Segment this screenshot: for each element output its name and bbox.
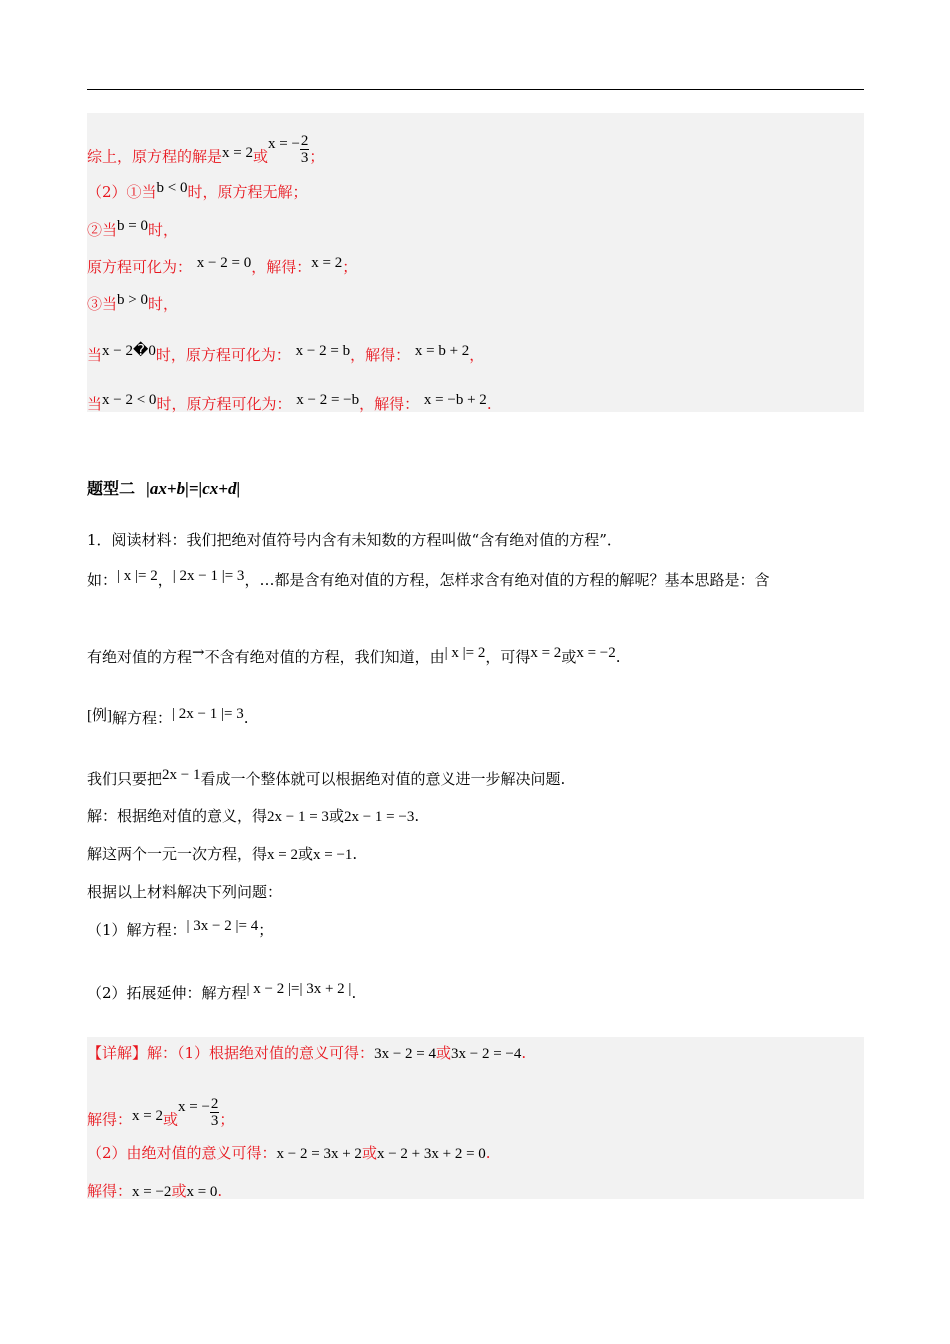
answer-line-1 [87,1043,526,1064]
problem-idea [87,643,621,668]
text: 时， [147,221,178,239]
text: . [243,709,249,727]
question-2 [87,983,356,1004]
text: 如： [87,571,118,589]
math-expr: | 2x − 1 |= 3 [172,568,245,584]
fraction [210,1096,220,1129]
text: ③当 [87,295,118,313]
text: ， [469,346,485,364]
text: 1．阅读材料：我们把绝对值符号内含有未知数的方程叫做“含有绝对值的方程”． [87,531,622,549]
text: 不含有绝对值的方程，我们知道，由 [204,648,445,666]
text: （2）拓展延伸：解方程 [87,984,247,1002]
text: 解：（1）根据绝对值的意义可得： [147,1044,375,1062]
problem-intro [87,530,622,550]
answer-line-3 [87,1143,491,1164]
heading-equation: |ax+b|=|cx+d| [146,479,241,498]
example-line [87,708,248,729]
text: ； [258,921,274,939]
solution-step-2 [87,844,357,865]
text: 解：根据绝对值的意义，得 [87,807,268,825]
solution-step-1 [87,806,419,827]
text: 或 [297,845,313,863]
case-b-zero-solution [87,257,357,278]
text: 看成一个整体就可以根据绝对值的意义进一步解决问题. [200,770,566,788]
section-heading [87,479,240,499]
text: 我们只要把 [87,770,163,788]
detail-tag: 【详解】 [87,1044,148,1062]
text: 根据以上材料解决下列问题： [87,883,283,901]
case-x-neg [87,394,492,415]
approach-line [87,769,565,790]
text: 解这两个一元一次方程，得 [87,845,268,863]
text: 或 [435,1044,451,1062]
denominator: 3 [300,150,309,166]
text: . [486,395,492,413]
example-tag: [例] [87,708,112,724]
math-expr: x − 2 + 3x + 2 = 0 [376,1146,486,1162]
math-expr: x = b + 2 [414,343,470,359]
math-expr: x = 0 [186,1184,218,1200]
text: 或 [361,1144,377,1162]
text: 解得： [87,1110,133,1129]
text: 或 [171,1182,187,1200]
text: ，可得 [485,648,531,666]
text: ，…都是含有绝对值的方程，怎样求含有绝对值的方程的解呢？基本思路是：含 [244,571,770,589]
math-expr: 2x − 1 = 3 [267,809,329,825]
text: 时，原方程无解； [187,183,308,201]
math-expr: x − 2�0 [102,343,156,359]
numerator: 2 [210,1096,219,1112]
text: ，解得： [359,395,420,413]
text: 当 [87,395,103,413]
math-expr: 3x − 2 = 4 [374,1046,436,1062]
task-intro [87,882,282,902]
math-expr: x = − [268,135,300,152]
math-expr: x − 2 = b [295,343,351,359]
text: 时， [147,295,178,313]
text: 或 [252,147,268,166]
text: 有绝对值的方程 [87,648,193,666]
text: ②当 [87,221,118,239]
text: 时，原方程可化为： [155,346,291,364]
text: . [485,1144,491,1162]
text: （2）由绝对值的意义可得： [87,1144,277,1162]
text: . [615,648,621,666]
arrow-icon: → [192,643,205,661]
math-expr: x = −2 [576,645,616,661]
math-expr: x − 2 = 3x + 2 [276,1146,362,1162]
math-expr: b < 0 [156,180,188,196]
problem-examples [87,570,769,591]
math-expr: x = −2 [132,1184,172,1200]
text: 时，原方程可化为： [156,395,292,413]
math-expr: | x |= 2 [444,645,486,661]
text: ，解得： [251,258,312,276]
text: . [217,1182,223,1200]
text: 解方程： [112,709,173,727]
math-expr: x − 2 = 0 [196,255,252,271]
answer-line-2 [87,1096,235,1137]
text: 或 [162,1110,178,1129]
math-expr: b = 0 [117,218,148,234]
text: . [351,984,357,1002]
text: . [521,1044,527,1062]
case-b-zero [87,220,178,241]
text: ； [342,258,358,276]
math-expr: | x |= 2 [117,568,158,584]
case-b-negative [87,182,308,203]
case-b-positive [87,294,178,315]
math-expr: x = 2 [530,645,562,661]
conclusion-line [87,133,325,174]
math-expr: x − 2 < 0 [102,392,157,408]
text: ，解得： [350,346,411,364]
text: 或 [328,807,344,825]
math-expr: 3x − 2 = −4 [451,1046,522,1062]
math-expr: b > 0 [117,292,148,308]
math-expr: | x − 2 |=| 3x + 2 | [246,981,352,997]
math-expr: | 3x − 2 |= 4 [186,918,259,934]
text: 综上，原方程的解是 [87,147,223,166]
answer-line-4 [87,1181,222,1202]
math-expr: 2x − 1 = −3 [343,809,415,825]
text: 当 [87,346,103,364]
math-expr: x = 2 [267,847,298,863]
text: 解得： [87,1182,133,1200]
text: ； [219,1110,235,1129]
text: . [414,807,420,825]
text: 或 [561,648,577,666]
question-1 [87,920,273,941]
text: ， [157,571,173,589]
fraction [300,133,310,166]
math-expr: x = 2 [311,255,343,271]
header-rule [87,89,864,90]
text: （2）①当 [87,183,157,201]
math-expr: x = 2 [132,1107,163,1124]
text: （1）解方程： [87,921,187,939]
math-expr: x = 2 [222,144,253,161]
text: 原方程可化为： [87,258,193,276]
math-expr: 2x − 1 [162,767,201,783]
math-expr: x − 2 = −b [296,392,360,408]
denominator: 3 [210,1113,219,1129]
case-x-nonneg [87,345,484,366]
text: . [352,845,358,863]
text: ； [309,147,325,166]
math-expr: x = −b + 2 [423,392,487,408]
numerator: 2 [300,133,309,149]
math-expr: | 2x − 1 |= 3 [172,706,244,722]
math-expr: x = − [178,1098,210,1115]
math-expr: x = −1 [313,847,353,863]
heading-label: 题型二 [87,479,136,498]
